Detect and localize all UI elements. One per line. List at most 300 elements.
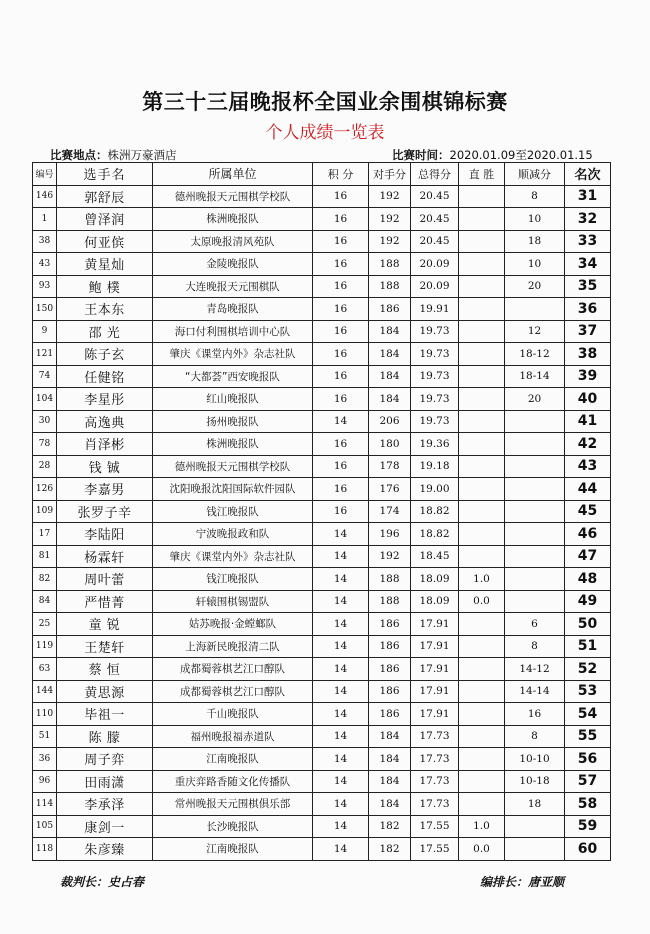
header-cell: 选手名 [57,163,153,186]
direct-win-cell [459,298,505,321]
tiebreak-cell [505,590,565,613]
total-score-cell: 20.45 [411,185,459,208]
rank-cell: 56 [565,748,611,771]
player-name-cell: 高逸典 [57,410,153,433]
tiebreak-cell [505,838,565,861]
header-cell: 积 分 [313,163,369,186]
player-id-cell: 110 [33,703,57,726]
table-row [33,523,611,546]
unit-cell: 株洲晚报队 [153,208,313,231]
rank-cell: 33 [565,230,611,253]
unit-cell: 长沙晚报队 [153,815,313,838]
header-cell: 顺减分 [505,163,565,186]
player-name-cell: 钱 铖 [57,455,153,478]
unit-cell: 海口付利围棋培训中心队 [153,320,313,343]
player-name-cell: 肖泽彬 [57,433,153,456]
tiebreak-cell: 12 [505,320,565,343]
venue-label: 比赛地点： [50,148,108,162]
rank-cell: 54 [565,703,611,726]
direct-win-cell [459,680,505,703]
direct-win-cell [459,388,505,411]
direct-win-cell [459,320,505,343]
referee-signature: 裁判长：史占春 [60,875,145,889]
points-cell: 14 [313,793,369,816]
points-cell: 16 [313,388,369,411]
rank-cell: 52 [565,658,611,681]
points-cell: 16 [313,455,369,478]
tiebreak-cell: 8 [505,725,565,748]
opponent-score-cell: 188 [369,253,411,276]
table-row [33,545,611,568]
points-cell: 14 [313,523,369,546]
opponent-score-cell: 178 [369,455,411,478]
points-cell: 16 [313,433,369,456]
tiebreak-cell [505,455,565,478]
opponent-score-cell: 180 [369,433,411,456]
opponent-score-cell: 188 [369,590,411,613]
opponent-score-cell: 192 [369,185,411,208]
unit-cell: 重庆弈路香随文化传播队 [153,770,313,793]
direct-win-cell [459,725,505,748]
rank-cell: 39 [565,365,611,388]
table-row [33,748,611,771]
table-row [33,365,611,388]
direct-win-cell: 0.0 [459,838,505,861]
unit-cell: 金陵晚报队 [153,253,313,276]
player-id-cell: 63 [33,658,57,681]
player-id-cell: 144 [33,680,57,703]
player-name-cell: 康剑一 [57,815,153,838]
tiebreak-cell [505,410,565,433]
player-name-cell: 李嘉男 [57,478,153,501]
table-row [33,635,611,658]
tiebreak-cell [505,545,565,568]
unit-cell: 青岛晚报队 [153,298,313,321]
points-cell: 16 [313,253,369,276]
player-name-cell: 周叶蕾 [57,568,153,591]
player-name-cell: 蔡 恒 [57,658,153,681]
player-id-cell: 121 [33,343,57,366]
opponent-score-cell: 176 [369,478,411,501]
direct-win-cell [459,185,505,208]
tiebreak-cell: 10-10 [505,748,565,771]
venue-value: 株洲万豪酒店 [107,148,177,162]
total-score-cell: 19.73 [411,320,459,343]
rank-cell: 40 [565,388,611,411]
tiebreak-cell: 20 [505,275,565,298]
direct-win-cell: 0.0 [459,590,505,613]
total-score-cell: 19.73 [411,410,459,433]
player-name-cell: 李陆阳 [57,523,153,546]
header-cell: 总得分 [411,163,459,186]
rank-cell: 55 [565,725,611,748]
tiebreak-cell: 6 [505,613,565,636]
opponent-score-cell: 184 [369,388,411,411]
direct-win-cell [459,343,505,366]
direct-win-cell [459,545,505,568]
points-cell: 14 [313,703,369,726]
points-cell: 14 [313,545,369,568]
unit-cell: 钱江晚报队 [153,500,313,523]
total-score-cell: 18.45 [411,545,459,568]
total-score-cell: 18.09 [411,568,459,591]
total-score-cell: 18.82 [411,500,459,523]
unit-cell: 肇庆《课堂内外》杂志社队 [153,343,313,366]
opponent-score-cell: 192 [369,545,411,568]
direct-win-cell [459,613,505,636]
rank-cell: 35 [565,275,611,298]
direct-win-cell [459,748,505,771]
unit-cell: 扬州晚报队 [153,410,313,433]
total-score-cell: 17.91 [411,703,459,726]
tiebreak-cell: 18 [505,793,565,816]
points-cell: 16 [313,298,369,321]
direct-win-cell [459,500,505,523]
points-cell: 14 [313,680,369,703]
points-cell: 16 [313,320,369,343]
tiebreak-cell: 10-18 [505,770,565,793]
opponent-score-cell: 192 [369,208,411,231]
unit-cell: 福州晚报福赤道队 [153,725,313,748]
table-row [33,388,611,411]
player-name-cell: 何亚傧 [57,230,153,253]
opponent-score-cell: 188 [369,568,411,591]
unit-cell: 江南晚报队 [153,748,313,771]
table-row [33,433,611,456]
player-id-cell: 84 [33,590,57,613]
tiebreak-cell [505,568,565,591]
rank-cell: 34 [565,253,611,276]
points-cell: 14 [313,635,369,658]
direct-win-cell: 1.0 [459,568,505,591]
player-id-cell: 51 [33,725,57,748]
points-cell: 14 [313,613,369,636]
rank-cell: 38 [565,343,611,366]
player-id-cell: 30 [33,410,57,433]
total-score-cell: 19.00 [411,478,459,501]
total-score-cell: 17.55 [411,815,459,838]
points-cell: 14 [313,410,369,433]
player-id-cell: 9 [33,320,57,343]
opponent-score-cell: 184 [369,365,411,388]
total-score-cell: 20.45 [411,230,459,253]
player-name-cell: 周子弈 [57,748,153,771]
unit-cell: “大都荟”西安晚报队 [153,365,313,388]
table-row [33,230,611,253]
player-id-cell: 93 [33,275,57,298]
points-cell: 16 [313,185,369,208]
unit-cell: 太原晚报清风苑队 [153,230,313,253]
points-cell: 14 [313,815,369,838]
table-row [33,343,611,366]
player-id-cell: 109 [33,500,57,523]
player-id-cell: 126 [33,478,57,501]
table-row [33,253,611,276]
player-name-cell: 陈 朦 [57,725,153,748]
table-row [33,208,611,231]
tiebreak-cell: 18 [505,230,565,253]
rank-cell: 59 [565,815,611,838]
table-header-row [33,163,611,186]
points-cell: 14 [313,838,369,861]
player-name-cell: 鲍 樸 [57,275,153,298]
player-id-cell: 81 [33,545,57,568]
player-id-cell: 114 [33,793,57,816]
player-id-cell: 82 [33,568,57,591]
direct-win-cell [459,793,505,816]
total-score-cell: 17.73 [411,725,459,748]
page-title: 第三十三届晚报杯全国业余围棋锦标赛 [142,90,508,114]
tiebreak-cell: 20 [505,388,565,411]
player-name-cell: 毕祖一 [57,703,153,726]
direct-win-cell [459,230,505,253]
table-row [33,770,611,793]
rank-cell: 51 [565,635,611,658]
tiebreak-cell: 10 [505,253,565,276]
opponent-score-cell: 174 [369,500,411,523]
unit-cell: 株洲晚报队 [153,433,313,456]
player-name-cell: 黄星灿 [57,253,153,276]
unit-cell: 轩辕围棋锡盟队 [153,590,313,613]
player-name-cell: 邵 光 [57,320,153,343]
time-label: 比赛时间： [392,148,450,162]
direct-win-cell [459,455,505,478]
table-row [33,320,611,343]
total-score-cell: 18.82 [411,523,459,546]
table-row [33,298,611,321]
time-value: 2020.01.09至2020.01.15 [449,148,593,162]
player-id-cell: 74 [33,365,57,388]
unit-cell: 姑苏晚报·金螳螂队 [153,613,313,636]
opponent-score-cell: 184 [369,748,411,771]
player-id-cell: 78 [33,433,57,456]
player-id-cell: 25 [33,613,57,636]
rank-cell: 45 [565,500,611,523]
unit-cell: 成都蜀蓉棋艺江口醇队 [153,680,313,703]
tiebreak-cell: 18-12 [505,343,565,366]
player-id-cell: 36 [33,748,57,771]
direct-win-cell: 1.0 [459,815,505,838]
points-cell: 14 [313,590,369,613]
table-row [33,455,611,478]
rank-cell: 43 [565,455,611,478]
points-cell: 14 [313,770,369,793]
player-name-cell: 任健铭 [57,365,153,388]
header-cell: 所属单位 [153,163,313,186]
direct-win-cell [459,208,505,231]
opponent-score-cell: 182 [369,838,411,861]
table-row [33,815,611,838]
rank-cell: 49 [565,590,611,613]
rank-cell: 46 [565,523,611,546]
rank-cell: 57 [565,770,611,793]
table-row [33,568,611,591]
header-cell: 名次 [565,163,611,186]
tiebreak-cell [505,298,565,321]
tiebreak-cell [505,500,565,523]
player-name-cell: 严惜菁 [57,590,153,613]
opponent-score-cell: 188 [369,275,411,298]
points-cell: 14 [313,658,369,681]
page-subtitle: 个人成绩一览表 [265,123,385,143]
opponent-score-cell: 196 [369,523,411,546]
player-name-cell: 陈子玄 [57,343,153,366]
direct-win-cell [459,635,505,658]
direct-win-cell [459,275,505,298]
unit-cell: 德州晚报天元围棋学校队 [153,185,313,208]
rank-cell: 53 [565,680,611,703]
opponent-score-cell: 184 [369,320,411,343]
rank-cell: 48 [565,568,611,591]
table-row [33,590,611,613]
table-row [33,703,611,726]
tiebreak-cell: 14-12 [505,658,565,681]
points-cell: 14 [313,725,369,748]
rank-cell: 47 [565,545,611,568]
player-id-cell: 105 [33,815,57,838]
opponent-score-cell: 186 [369,613,411,636]
direct-win-cell [459,703,505,726]
opponent-score-cell: 192 [369,230,411,253]
unit-cell: 成都蜀蓉棋艺江口醇队 [153,658,313,681]
player-id-cell: 118 [33,838,57,861]
points-cell: 16 [313,275,369,298]
table-row [33,613,611,636]
unit-cell: 德州晚报天元围棋学校队 [153,455,313,478]
rank-cell: 37 [565,320,611,343]
unit-cell: 上海新民晚报清二队 [153,635,313,658]
player-name-cell: 曾泽润 [57,208,153,231]
direct-win-cell [459,365,505,388]
player-name-cell: 黄思源 [57,680,153,703]
total-score-cell: 17.73 [411,793,459,816]
rank-cell: 32 [565,208,611,231]
total-score-cell: 19.36 [411,433,459,456]
player-id-cell: 146 [33,185,57,208]
total-score-cell: 20.09 [411,275,459,298]
player-name-cell: 张罗子辛 [57,500,153,523]
unit-cell: 常州晚报天元围棋俱乐部 [153,793,313,816]
opponent-score-cell: 184 [369,793,411,816]
player-name-cell: 田雨潇 [57,770,153,793]
unit-cell: 沈阳晚报沈阳国际软件园队 [153,478,313,501]
total-score-cell: 17.91 [411,635,459,658]
direct-win-cell [459,410,505,433]
tiebreak-cell: 18-14 [505,365,565,388]
arranger-signature: 编排长：唐亚顺 [480,875,565,889]
header-cell: 编号 [33,163,57,186]
unit-cell: 红山晚报队 [153,388,313,411]
table-row [33,500,611,523]
total-score-cell: 17.91 [411,680,459,703]
rank-cell: 44 [565,478,611,501]
venue-info [50,147,177,163]
rank-cell: 50 [565,613,611,636]
table-row [33,658,611,681]
total-score-cell: 17.91 [411,658,459,681]
player-name-cell: 王本东 [57,298,153,321]
opponent-score-cell: 186 [369,680,411,703]
player-name-cell: 王楚轩 [57,635,153,658]
total-score-cell: 19.73 [411,388,459,411]
direct-win-cell [459,523,505,546]
direct-win-cell [459,770,505,793]
header-cell: 对手分 [369,163,411,186]
player-id-cell: 119 [33,635,57,658]
total-score-cell: 18.09 [411,590,459,613]
points-cell: 16 [313,478,369,501]
table-row [33,478,611,501]
player-id-cell: 17 [33,523,57,546]
total-score-cell: 19.91 [411,298,459,321]
player-id-cell: 43 [33,253,57,276]
opponent-score-cell: 186 [369,635,411,658]
tiebreak-cell [505,433,565,456]
points-cell: 14 [313,748,369,771]
rank-cell: 41 [565,410,611,433]
points-cell: 14 [313,568,369,591]
total-score-cell: 20.45 [411,208,459,231]
points-cell: 16 [313,230,369,253]
total-score-cell: 17.73 [411,770,459,793]
rank-cell: 58 [565,793,611,816]
header-cell: 直 胜 [459,163,505,186]
table-row [33,793,611,816]
total-score-cell: 19.73 [411,343,459,366]
opponent-score-cell: 184 [369,770,411,793]
tiebreak-cell [505,523,565,546]
player-name-cell: 朱彦臻 [57,838,153,861]
tiebreak-cell: 14-14 [505,680,565,703]
points-cell: 16 [313,500,369,523]
player-id-cell: 1 [33,208,57,231]
rank-cell: 60 [565,838,611,861]
tiebreak-cell: 8 [505,185,565,208]
unit-cell: 千山晚报队 [153,703,313,726]
player-name-cell: 李承泽 [57,793,153,816]
table-row [33,185,611,208]
opponent-score-cell: 182 [369,815,411,838]
direct-win-cell [459,253,505,276]
total-score-cell: 17.55 [411,838,459,861]
opponent-score-cell: 184 [369,343,411,366]
player-id-cell: 104 [33,388,57,411]
total-score-cell: 17.73 [411,748,459,771]
player-id-cell: 28 [33,455,57,478]
total-score-cell: 17.91 [411,613,459,636]
time-info [392,147,593,163]
total-score-cell: 19.73 [411,365,459,388]
player-id-cell: 150 [33,298,57,321]
opponent-score-cell: 186 [369,658,411,681]
unit-cell: 江南晚报队 [153,838,313,861]
rank-cell: 31 [565,185,611,208]
table-row [33,725,611,748]
table-row [33,410,611,433]
results-table [32,162,611,861]
points-cell: 16 [313,365,369,388]
direct-win-cell [459,658,505,681]
player-name-cell: 杨霖轩 [57,545,153,568]
points-cell: 16 [313,208,369,231]
rank-cell: 36 [565,298,611,321]
unit-cell: 钱江晚报队 [153,568,313,591]
rank-cell: 42 [565,433,611,456]
unit-cell: 肇庆《课堂内外》杂志社队 [153,545,313,568]
tiebreak-cell: 8 [505,635,565,658]
opponent-score-cell: 206 [369,410,411,433]
unit-cell: 宁波晚报政和队 [153,523,313,546]
